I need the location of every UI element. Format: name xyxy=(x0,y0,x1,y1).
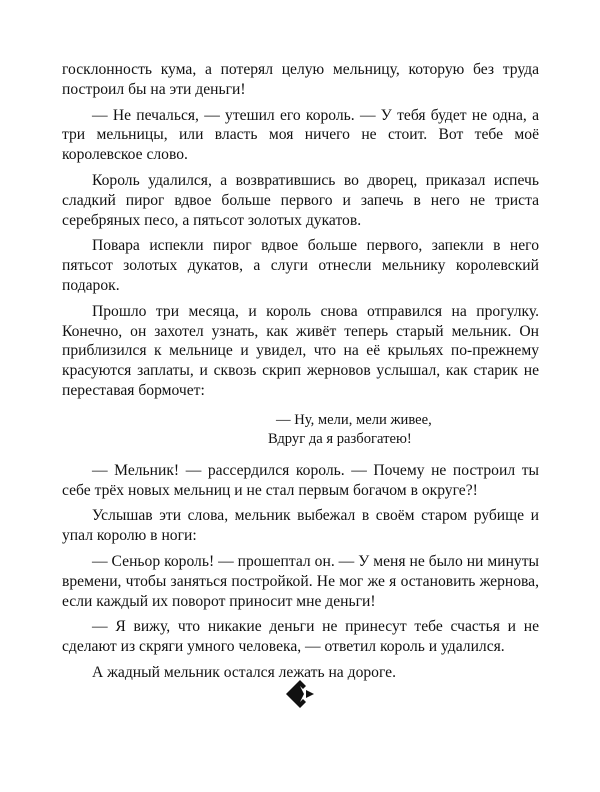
verse-line-1: — Ну, мели, мели живее, xyxy=(276,411,432,428)
story-text xyxy=(62,60,539,683)
paragraph-8: — Сеньор король! — прошептал он. — У меня не было ни минуты времени, чтобы заняться постройкой. Не мог же я остановить жернова, если каждый их поворот приносит мне деньги! xyxy=(62,552,539,610)
paragraph-10: А жадный мельник остался лежать на дороге. xyxy=(92,663,396,681)
paragraph-3: Король удалился, а возвратившись во дворец, приказал испечь сладкий пирог вдвое больше первого и запечь в него не триста серебряных песо, а пятьсот золотых дукатов. xyxy=(62,171,539,229)
verse xyxy=(62,411,539,449)
paragraph-2: — Не печалься, — утешил его король. — У тебя будет не одна, а три мельницы, или власть моя ничего не стоит. Вот тебе моё королевское слово. xyxy=(62,106,539,164)
verse-line-2: Вдруг да я разбогатею! xyxy=(268,430,412,447)
page-end-ornament-icon xyxy=(282,676,318,712)
paragraph-5: Прошло три месяца, и король снова отправился на прогулку. Конечно, он захотел узнать, как живёт теперь старый мельник. Он приблизился к мельнице и увидел, что на её крыльях по-прежнему красуются заплаты, и сквозь скрип жерновов услышал, как старик не переставая бормочет: xyxy=(62,302,539,399)
paragraph-4: Повара испекли пирог вдвое больше первого, запекли в него пятьсот золотых дукатов, а слуги отнесли мельнику королевский подарок. xyxy=(62,237,539,294)
paragraph-9: — Я вижу, что никакие деньги не принесут тебе счастья и не сделают из скряги умного человека, — ответил король и удалился. xyxy=(62,618,539,656)
paragraph-1: госклонность кума, а потерял целую мельницу, которую без труда построил бы на эти деньги! xyxy=(62,61,539,98)
paragraph-6: — Мельник! — рассердился король. — Почему не построил ты себе трёх новых мельниц и не стал первым богачом в округе?! xyxy=(62,461,539,499)
paragraph-7: Услышав эти слова, мельник выбежал в своём старом рубище и упал королю в ноги: xyxy=(62,507,539,545)
